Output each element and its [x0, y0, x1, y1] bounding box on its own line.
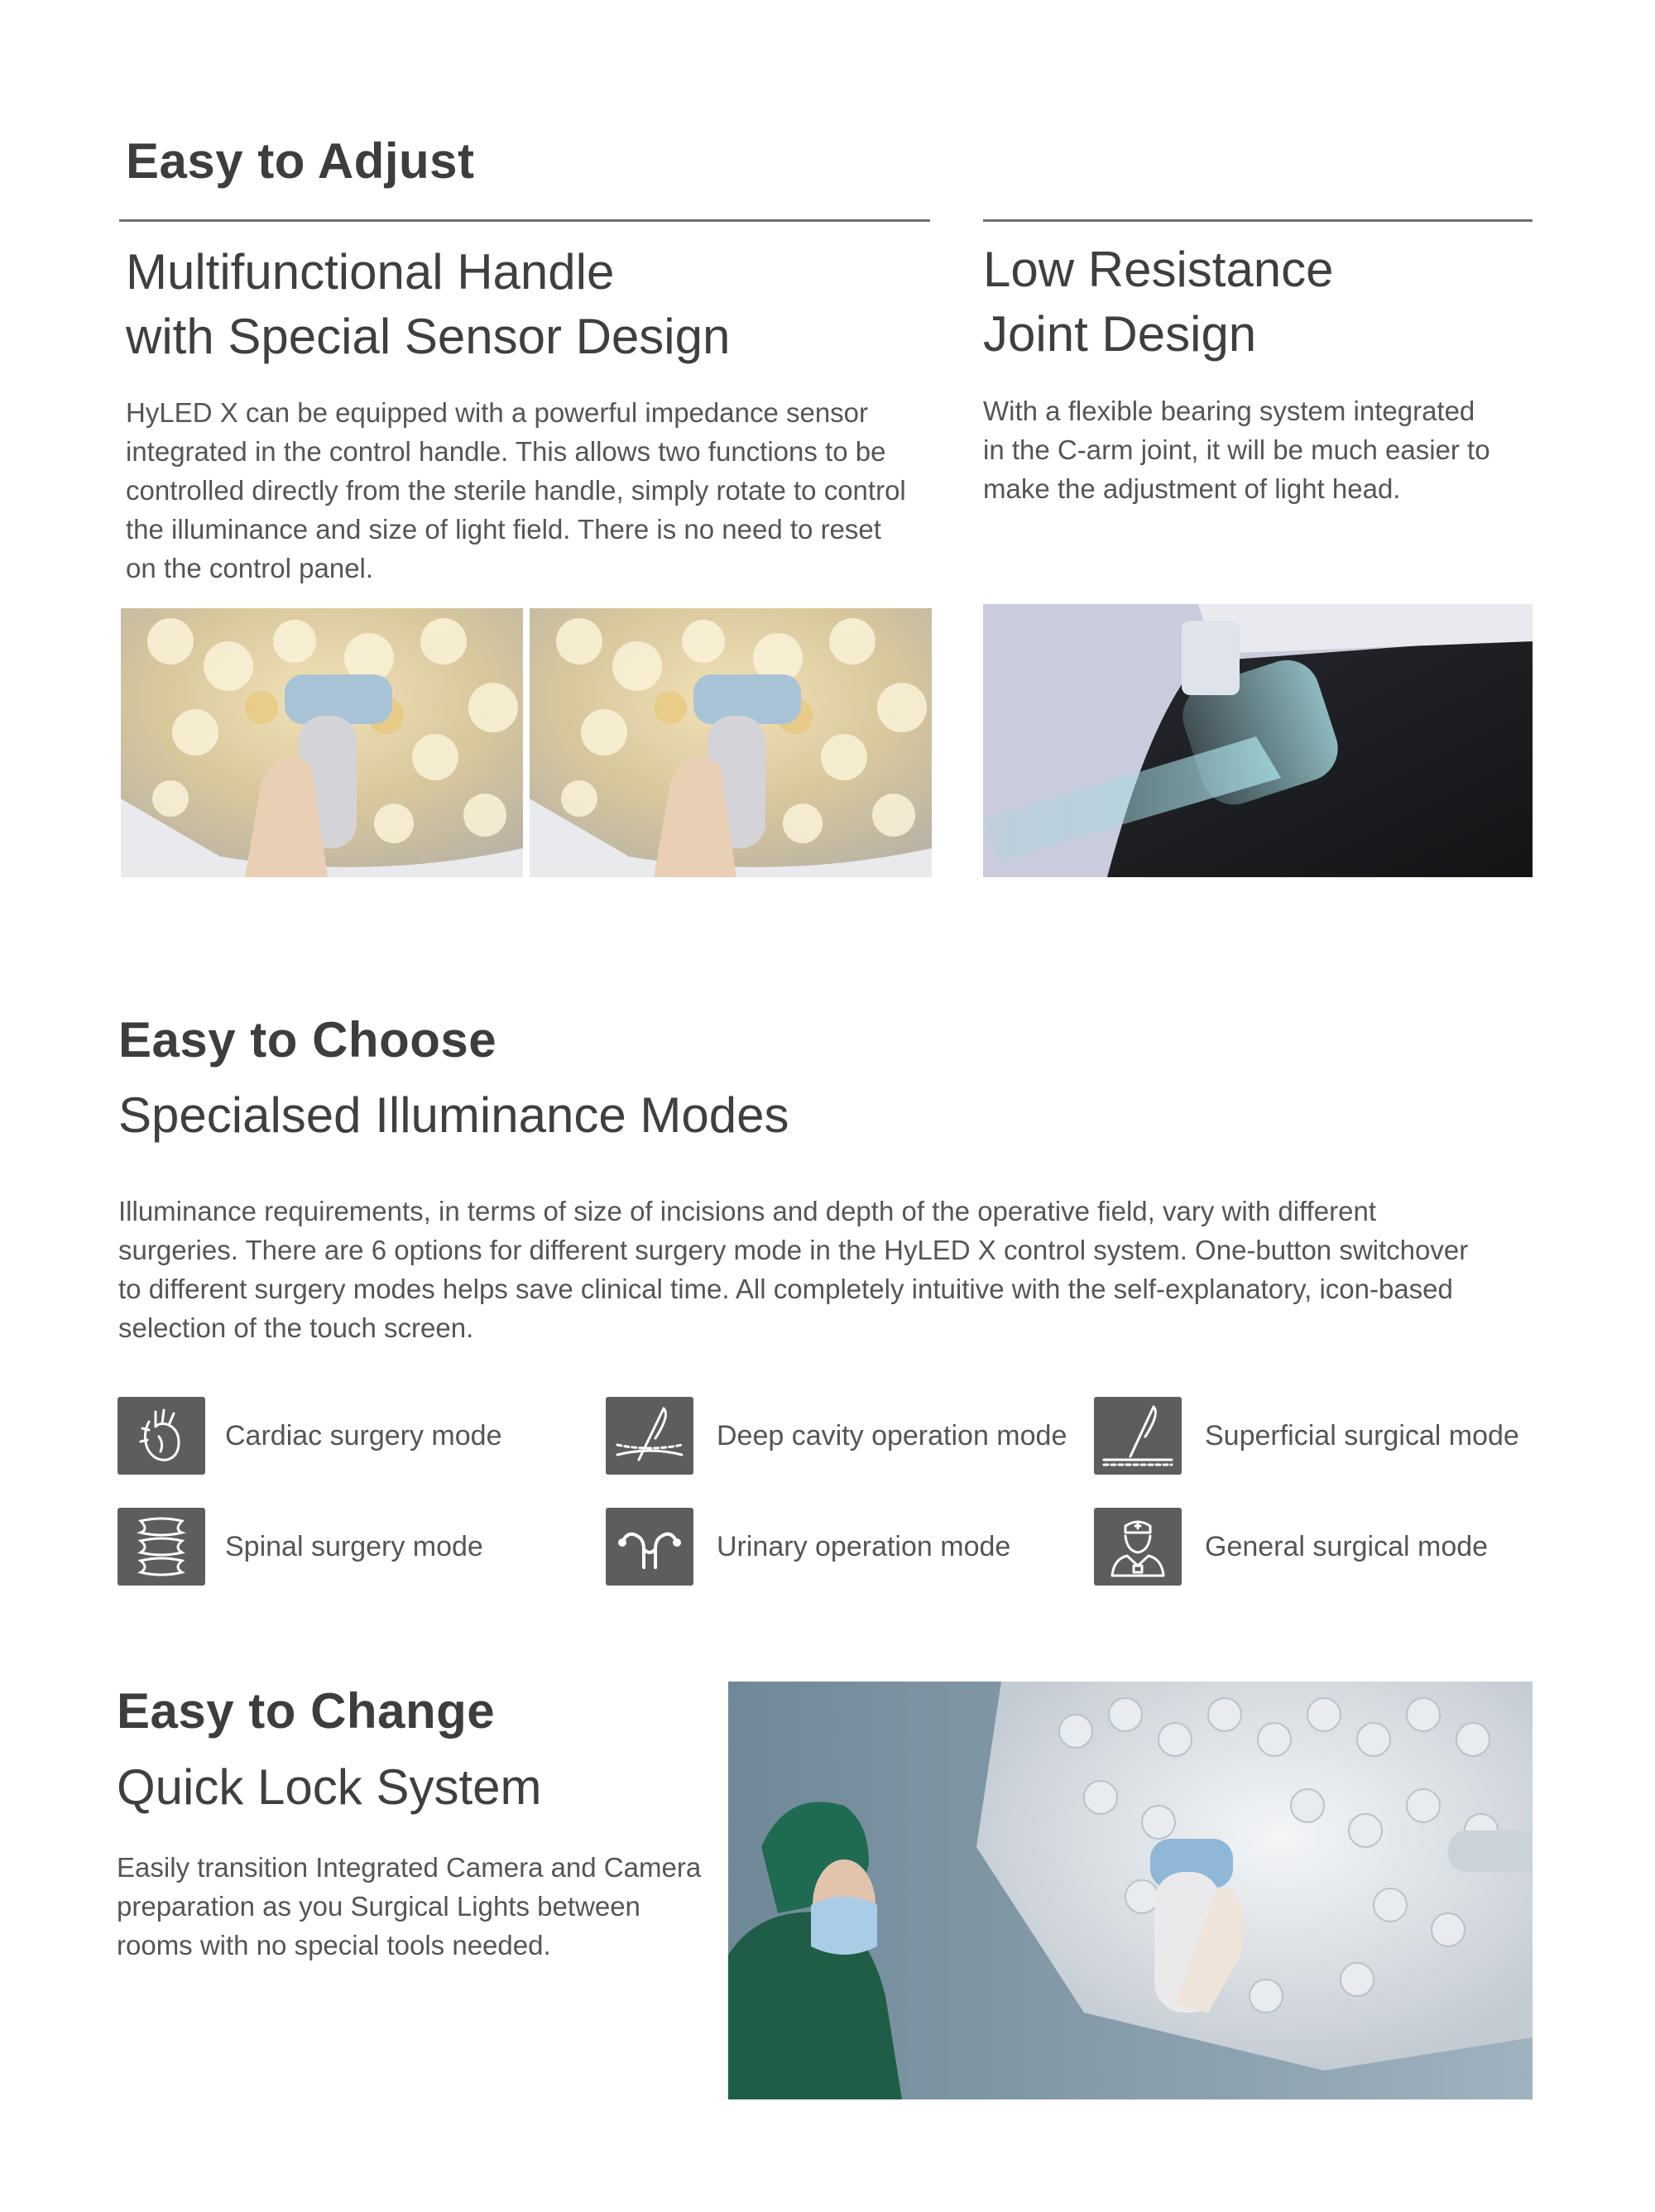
section-heading-adjust: Easy to Adjust	[126, 133, 475, 189]
quick-lock-description: Easily transition Integrated Camera and Camera preparation as you Surgical Lights between rooms with no special tools needed.	[117, 1852, 702, 1960]
illuminance-description: Illuminance requirements, in terms of size of incisions and depth of the operative field, vary with different surgeries. There are 6 options for different surgery mode in the HyLED X control system. One-button switchover to different surgery modes helps save clinical time. All completely intuitive with the self-explanatory, icon-based selection of the touch screen.	[118, 1196, 1469, 1343]
joint-photo	[983, 604, 1533, 877]
mode-label-spinal: Spinal surgery mode	[225, 1531, 483, 1562]
handle-title-line2: with Special Sensor Design	[126, 309, 731, 364]
surgeon-photo	[728, 1682, 1533, 2099]
section-heading-choose: Easy to Choose	[118, 1012, 497, 1068]
handle-title	[126, 240, 920, 369]
scalpel-deep-icon	[606, 1397, 693, 1475]
scalpel-superficial-icon	[1094, 1397, 1182, 1475]
divider-left	[119, 219, 930, 222]
mode-label-general: General surgical mode	[1205, 1531, 1489, 1562]
joint-title-line2: Joint Design	[983, 306, 1257, 362]
heart-icon	[118, 1397, 205, 1475]
handle-title-line1: Multifunctional Handle	[126, 244, 615, 300]
joint-title	[983, 238, 1529, 367]
joint-description: With a flexible bearing system integrated in the C-arm joint, it will be much easier to make the adjustment of light head.	[983, 396, 1490, 504]
divider-right	[983, 219, 1533, 222]
joint-title-line1: Low Resistance	[983, 242, 1334, 297]
spine-icon	[118, 1508, 205, 1586]
mode-label-deep-cavity: Deep cavity operation mode	[717, 1420, 1067, 1451]
section-heading-change: Easy to Change	[117, 1683, 496, 1739]
mode-label-urinary: Urinary operation mode	[717, 1531, 1011, 1562]
handle-photo-2	[530, 608, 932, 877]
illuminance-modes-title: Specialsed Illuminance Modes	[118, 1087, 789, 1143]
quick-lock-title: Quick Lock System	[117, 1759, 542, 1815]
handle-photo-1	[121, 608, 523, 877]
surgeon-icon	[1094, 1508, 1182, 1586]
handle-description: HyLED X can be equipped with a powerful impedance sensor integrated in the control handle. This allows two functions to be controlled directly from the sterile handle, simply rotate to control the illuminance and size of light field. There is no need to reset on the control panel.	[126, 397, 906, 583]
uterus-icon	[606, 1508, 693, 1586]
mode-label-cardiac: Cardiac surgery mode	[225, 1420, 502, 1451]
mode-label-superficial: Superficial surgical mode	[1205, 1420, 1519, 1451]
